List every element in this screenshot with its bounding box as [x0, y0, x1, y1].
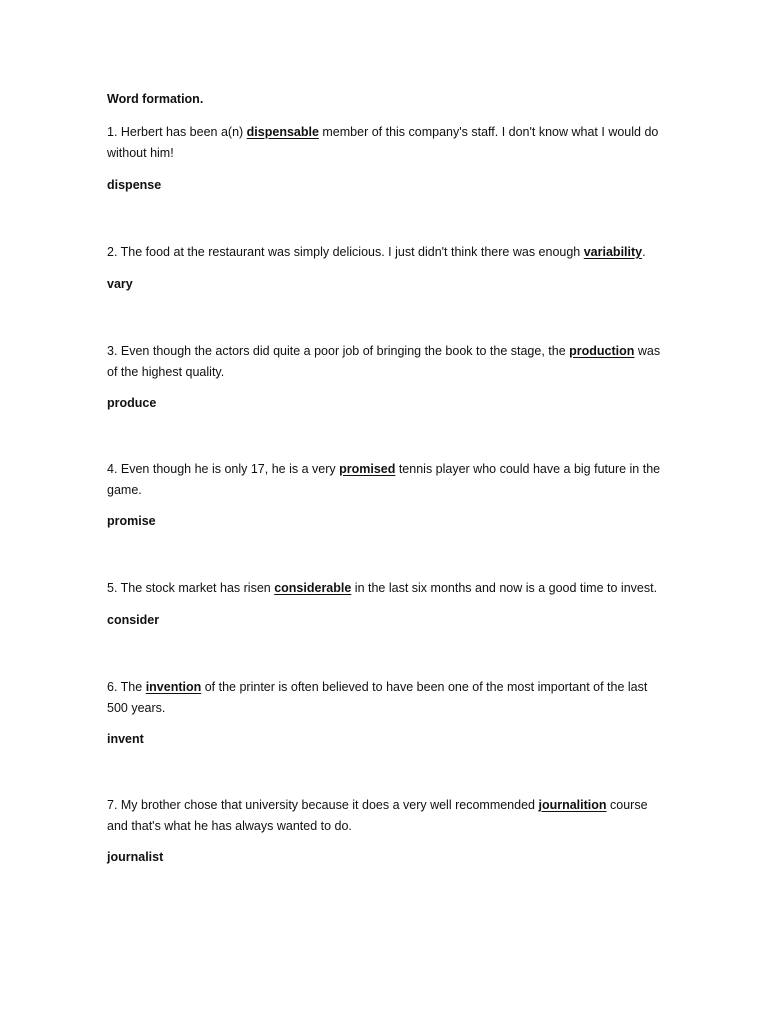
- answer-word: variability: [583, 245, 643, 259]
- root-word-5: consider: [107, 613, 160, 627]
- root-word-6: invent: [107, 732, 144, 746]
- sentence-text-after: of the printer is often believed to have been one of the most important of the last 500 years.: [107, 680, 648, 715]
- sentence-text-before: 7. My brother chose that university because it does a very well recommended: [107, 798, 539, 812]
- answer-word: production: [569, 344, 635, 358]
- exercise-sentence-2: [107, 242, 667, 263]
- sentence-text-after: tennis player who could have a big future in the game.: [107, 462, 661, 497]
- sentence-text-before: 4. Even though he is only 17, he is a very: [107, 462, 340, 476]
- exercise-sentence-1: [107, 122, 667, 164]
- sentence-text-before: 3. Even though the actors did quite a poor job of bringing the book to the stage, the: [107, 344, 570, 358]
- exercise-sentence-6: [107, 677, 667, 719]
- root-word-7: journalist: [107, 850, 164, 864]
- sentence-text-before: 1. Herbert has been a(n): [107, 125, 247, 139]
- answer-word: dispensable: [246, 125, 319, 139]
- answer-word: journalition: [538, 798, 607, 812]
- exercise-sentence-3: [107, 341, 667, 383]
- root-word-1: dispense: [107, 178, 162, 192]
- page-title: Word formation.: [107, 92, 204, 106]
- root-word-2: vary: [107, 277, 133, 291]
- sentence-text-after: member of this company's staff. I don't know what I would do without him!: [107, 125, 659, 160]
- exercise-sentence-7: [107, 795, 667, 837]
- root-word-4: promise: [107, 514, 156, 528]
- answer-word: invention: [145, 680, 202, 694]
- sentence-text-before: 5. The stock market has risen: [107, 581, 275, 595]
- sentence-text-before: 6. The: [107, 680, 146, 694]
- sentence-text-after: was of the highest quality.: [107, 344, 661, 379]
- root-word-3: produce: [107, 396, 157, 410]
- sentence-text-after: in the last six months and now is a good time to invest.: [351, 581, 658, 595]
- sentence-text-before: 2. The food at the restaurant was simply delicious. I just didn't think there was enough: [107, 245, 584, 259]
- answer-word: considerable: [274, 581, 352, 595]
- sentence-text-after: .: [642, 245, 646, 259]
- exercise-sentence-4: [107, 459, 667, 501]
- answer-word: promised: [339, 462, 396, 476]
- exercise-sentence-5: [107, 578, 667, 599]
- sentence-text-after: course and that's what he has always wanted to do.: [107, 798, 648, 833]
